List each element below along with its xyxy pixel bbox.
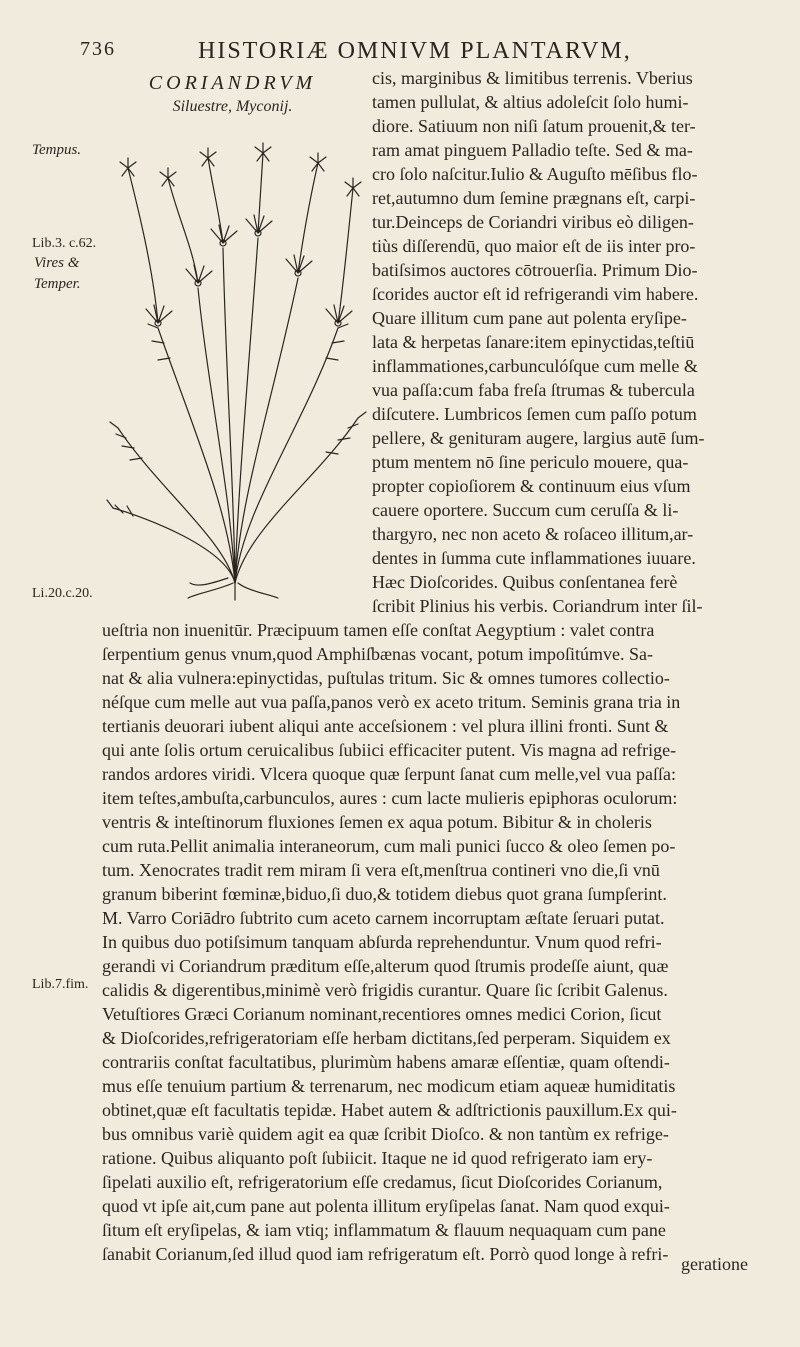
margin-note-tempus: Tempus. [32,142,82,158]
text-line: quod vt ipſe ait,cum pane aut polenta illitum eryſipelas ſanat. Nam quod exqui- [102,1196,670,1216]
page-header [80,38,730,68]
page-number: 736 [80,38,116,60]
text-line: dentes in ſumma cute inflammationes iuuare. [372,548,696,568]
text-line: calidis & digerentibus,minimè verò frigidis curantur. Quare ſic ſcribit Galenus. [102,980,668,1000]
margin-note-lib7: Lib.7.fim. [32,977,89,992]
text-line: diore. Satiuum non niſi ſatum prouenit,& ter- [372,116,696,136]
plant-woodcut-illustration [98,128,368,603]
text-line: cum ruta.Pellit animalia interaneorum, cum mali punici ſucco & oleo ſemen po- [102,836,676,856]
text-line: mus eſſe tenuium partium & terrenarum, nec modicum etiam aqueæ humiditatis [102,1076,676,1096]
text-line: diſcutere. Lumbricos ſemen cum paſſo potum [372,404,697,424]
text-line: néſque cum melle aut vua paſſa,panos verò ex aceto tritum. Seminis grana tria in [102,692,681,712]
text-line: tiùs diſſerendū, quo maior eſt de iis inter pro- [372,236,696,256]
text-line: ret,autumno dum ſemine prægnans eſt, carpi- [372,188,696,208]
plant-subtitle: Siluestre, Myconij. [172,98,293,115]
text-line: vua paſſa:cum faba freſa ſtrumas & tubercula [372,380,695,400]
text-line: ſcorides auctor eſt id refrigerandi vim habere. [372,284,699,304]
text-line: contrariis conſtat facultatibus, plurimùm habens amaræ eſſentiæ, quam oſtendi- [102,1052,670,1072]
text-line: obtinet,quæ eſt facultatis tepidæ. Habet autem & adſtrictionis pauxillum.Ex qui- [102,1100,677,1120]
text-line: cro ſolo naſcitur.Iulio & Auguſto mēſibus flo- [372,164,698,184]
text-line: ram amat pinguem Palladio teſte. Sed & ma- [372,140,693,160]
text-line: ſanabit Corianum,ſed illud quod iam refrigeratum eſt. Porrò quod longe à refri- [102,1244,669,1264]
text-line: Hæc Dioſcorides. Quibus conſentanea ferè [372,572,678,592]
text-line: ratione. Quibus aliquanto poſt ſubiicit. Itaque ne id quod refrigerato iam ery- [102,1148,653,1168]
text-line: Vetuſtiores Græci Corianum nominant,recentiores omnes medici Corion, ſicut [102,1004,662,1024]
text-line: ſcribit Plinius his verbis. Coriandrum inter ſil- [372,596,703,616]
text-line: ptum mentem nō ſine periculo mouere, qua- [372,452,689,472]
text-line: tamen pullulat, & altius adoleſcit ſolo humi- [372,92,689,112]
text-line: & Dioſcorides,refrigeratoriam eſſe herbam dictitans,ſed perperam. Siquidem ex [102,1028,671,1048]
text-line: randos ardores viridi. Vlcera quoque quæ ſerpunt ſanat cum melle,vel vua paſſa: [102,764,676,784]
margin-note-vires: Vires & [34,255,80,271]
text-line: thargyro, nec non aceto & roſaceo illitum,ar- [372,524,694,544]
text-line: cis, marginibus & limitibus terrenis. Vberius [372,68,693,88]
text-line: ventris & inteſtinorum fluxiones ſemen ex aqua potum. Bibitur & in choleris [102,812,652,832]
text-line: item teſtes,ambuſta,carbunculos, aures : cum lacte mulieris epiphoras oculorum: [102,788,678,808]
text-line: Quare illitum cum pane aut polenta eryſipe- [372,308,687,328]
text-line: batiſsimos auctores cōtrouerſia. Primum Dio- [372,260,698,280]
margin-note-lib3: Lib.3. c.62. [32,236,97,251]
text-line: ſipelati auxilio eſt, refrigeratorium eſſe credamus, ſicut Dioſcorides Corianum, [102,1172,663,1192]
text-line: lata & herpetas ſanare:item epinyctidas,teſtiū [372,332,695,352]
text-line: tertianis deuorari iubent aliqui ante acceſsionem : vel plura illini fronti. Sunt & [102,716,669,736]
text-line: bus omnibus variè quidem agit ea quæ ſcribit Dioſco. & non tantùm ex refrige- [102,1124,669,1144]
text-line: granum biberint fœminæ,biduo,ſi duo,& totidem diebus quot grana ſumpſerint. [102,884,667,904]
margin-note-li20: Li.20.c.20. [32,586,93,601]
text-line: cauere oportere. Succum cum ceruſſa & li- [372,500,679,520]
text-line: nat & alia vulnera:epinyctidas, puſtulas tritum. Sic & omnes tumores collectio- [102,668,670,688]
running-title: HISTORIÆ OMNIVM PLANTARVM, [198,38,632,64]
text-line: gerandi vi Coriandrum præditum eſſe,alterum quod ſtrumis prodeſſe aiunt, quæ [102,956,669,976]
text-line: M. Varro Coriādro ſubtrito cum aceto carnem incorruptam æſtate ſeruari putat. [102,908,665,928]
text-line: In quibus duo potiſsimum tanquam abſurda reprehenduntur. Vnum quod refri- [102,932,662,952]
text-line: inflammationes,carbunculóſque cum melle & [372,356,698,376]
text-line: qui ante ſolis ortum ceruicalibus ſubiici efficaciter putent. Vis magna ad refrige- [102,740,677,760]
text-line: ſerpentium genus vnum,quod Amphiſbænas vocant, potum impoſitúmve. Sa- [102,644,653,664]
text-line: pellere, & genituram augere, largius autē ſum- [372,428,705,448]
catchword: geratione [681,1254,748,1274]
plant-title: CORIANDRVM [148,72,317,94]
text-line: ſitum eſt eryſipelas, & iam vtiq; inflammatum & flauum nequaquam cum pane [102,1220,666,1240]
text-line: propter copioſiorem & continuum eius vſum [372,476,691,496]
text-line: ueſtria non inuenitūr. Præcipuum tamen eſſe conſtat Aegyptium : valet contra [102,620,655,640]
text-line: tur.Deinceps de Coriandri viribus eò diligen- [372,212,694,232]
margin-note-temper: Temper. [34,276,81,292]
text-line: tum. Xenocrates tradit rem miram ſi vera eſt,menſtrua contineri vno die,ſi vnū [102,860,660,880]
